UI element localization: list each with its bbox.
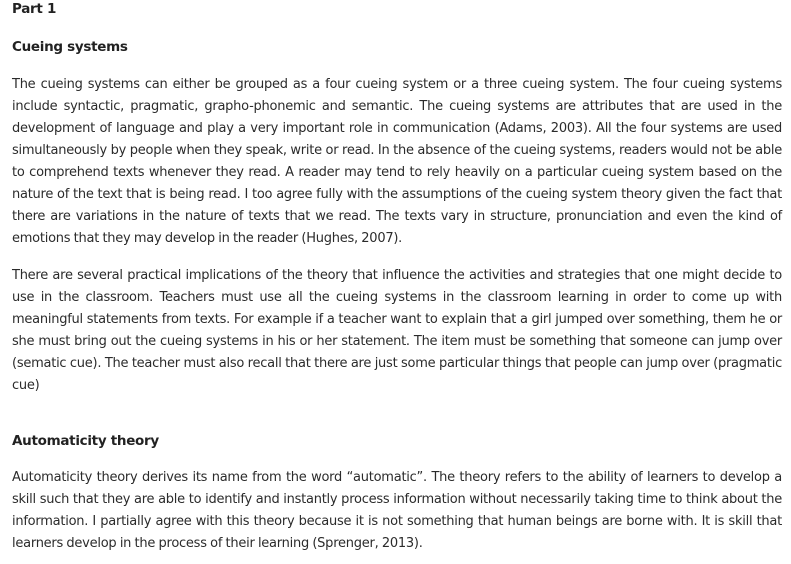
section-heading-cueing-systems: Cueing systems	[12, 39, 128, 55]
paragraph-automaticity-1: Automaticity theory derives its name from the word “automatic”. The theory refers to the ability of learners to develop a skill such that they are able to identify and instantly process information without necessarily taking time to think about the information. I partially agree with this theory because it is not something that human beings are borne with. It is skill that learners develop in the process of their learning (Sprenger, 2013).	[12, 470, 782, 551]
paragraph-cueing-2: There are several practical implications of the theory that influence the activities and strategies that one might decide to use in the classroom. Teachers must use all the cueing systems in the classroom learning in order to come up with meaningful statements from texts. For example if a teacher want to explain that a girl jumped over something, them he or she must bring out the cueing systems in his or her statement. The item must be something that someone can jump over (sematic cue). The teacher must also recall that there are just some particular things that people can jump over (pragmatic cue)	[12, 268, 782, 393]
part-title: Part 1	[12, 1, 57, 17]
paragraph-cueing-1: The cueing systems can either be grouped as a four cueing system or a three cueing system. The four cueing systems include syntactic, pragmatic, grapho-phonemic and semantic. The cueing systems are attributes that are used in the development of language and play a very important role in communication (Adams, 2003). All the four systems are used simultaneously by people when they speak, write or read. In the absence of the cueing systems, readers would not be able to comprehend texts whenever they read. A reader may tend to rely heavily on a particular cueing system based on the nature of the text that is being read. I too agree fully with the assumptions of the cueing system theory given the fact that there are variations in the nature of texts that we read. The texts vary in structure, pronunciation and even the kind of emotions that they may develop in the reader (Hughes, 2007).	[12, 77, 782, 246]
section-heading-automaticity-theory: Automaticity theory	[12, 433, 159, 449]
